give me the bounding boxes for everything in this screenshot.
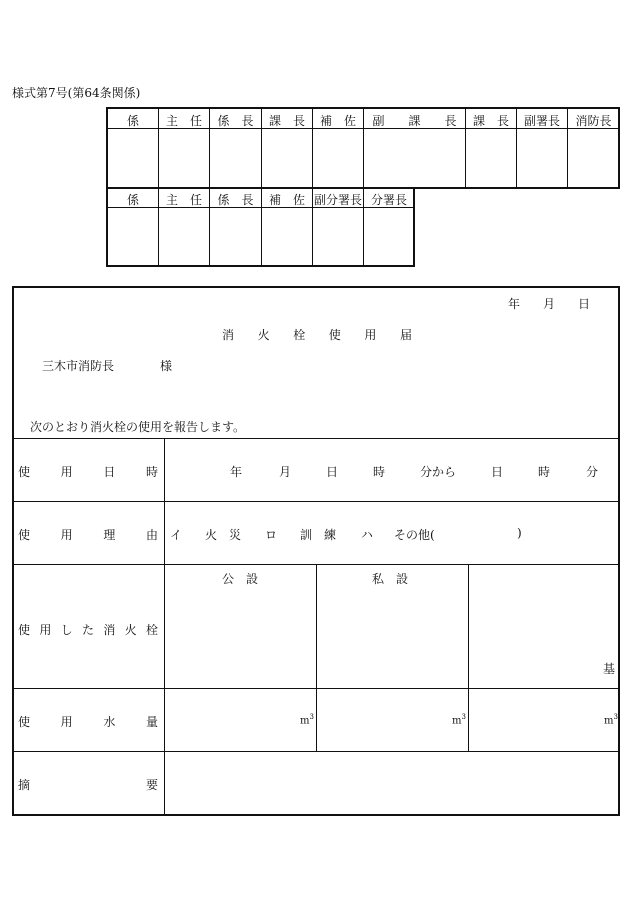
form-title-char: 栓 [293, 328, 306, 342]
water-unit-public [300, 713, 314, 726]
datetime-year: 年 [230, 465, 243, 479]
label-char: し [60, 623, 73, 637]
reason-training-char: 訓 [300, 528, 313, 542]
form-title-char: 用 [364, 328, 377, 342]
approval2-header-branch-chief: 分署長 [370, 193, 407, 207]
reason-other: その他( [394, 528, 435, 542]
approval2-header-assistant: 補 佐 [268, 193, 305, 207]
reason-marker-ha: ハ [361, 528, 374, 542]
label-char: 要 [145, 778, 158, 792]
label-char: 使 [18, 623, 31, 637]
approval-header-deputy-division-head: 副 課 長 [372, 114, 457, 128]
label-char: 用 [60, 465, 73, 479]
label-char: 量 [145, 715, 158, 729]
reason-training-char: 練 [324, 528, 337, 542]
unit-text: m [604, 715, 614, 727]
form-title [222, 326, 412, 343]
form-title-char: 使 [328, 328, 341, 342]
approval2-header-chief: 主 任 [165, 193, 202, 207]
approval-header-chief: 主 任 [165, 114, 202, 128]
label-char: 消 [103, 623, 116, 637]
summary-label [18, 776, 158, 793]
water-private-field[interactable] [317, 689, 447, 751]
reason-marker-i: イ [170, 528, 183, 542]
water-unit-private [452, 713, 466, 726]
date-year-label: 年 [508, 297, 521, 311]
summary-field[interactable] [165, 752, 619, 814]
form-title-char: 消 [222, 328, 235, 342]
water-total-field[interactable] [469, 689, 599, 751]
datetime-from-minute: 分から [420, 465, 457, 479]
form-number: 様式第7号(第64条関係) [12, 86, 141, 100]
label-char: 摘 [18, 778, 31, 792]
label-char: 使 [18, 465, 31, 479]
usage-reason-label [18, 526, 158, 543]
unit-text: m [300, 715, 310, 727]
label-char: 使 [18, 715, 31, 729]
label-char: 用 [60, 528, 73, 542]
label-char: 由 [145, 528, 158, 542]
unit-sup: 3 [309, 713, 314, 721]
approval2-header-deputy-branch-chief: 副分署長 [313, 193, 362, 207]
water-volume-label [18, 713, 158, 730]
approval-header-deputy-station-chief: 副署長 [523, 114, 560, 128]
usage-reason-field[interactable] [165, 502, 619, 564]
label-char: た [81, 623, 94, 637]
label-char: 時 [145, 465, 158, 479]
datetime-month: 月 [279, 465, 292, 479]
hydrant-private-header: 私 設 [372, 572, 409, 586]
form-title-char: 火 [257, 328, 270, 342]
date-line [508, 295, 590, 312]
reason-other-close: ) [517, 526, 522, 540]
label-char: 用 [39, 623, 52, 637]
unit-text: m [452, 715, 462, 727]
label-char: 用 [60, 715, 73, 729]
approval-header-fire-chief: 消防長 [575, 114, 612, 128]
label-char: 栓 [145, 623, 158, 637]
unit-sup: 3 [613, 713, 618, 721]
approval-header-assistant: 補 佐 [319, 114, 356, 128]
approval2-header-staff: 係 [126, 193, 139, 207]
hydrant-count-field[interactable] [469, 565, 599, 655]
label-char: 水 [103, 715, 116, 729]
form-title-char: 届 [399, 328, 412, 342]
hydrant-used-label [18, 621, 158, 638]
label-char: 火 [124, 623, 137, 637]
hydrant-public-header: 公 設 [222, 572, 259, 586]
label-char: 理 [103, 528, 116, 542]
water-unit-total [604, 713, 618, 726]
approval-header-section-chief: 係 長 [217, 114, 254, 128]
approval-header-division-head: 課 長 [268, 114, 305, 128]
approval-header-staff: 係 [126, 114, 139, 128]
datetime-to-day: 日 [491, 465, 504, 479]
date-month-label: 月 [542, 297, 555, 311]
label-char: 使 [18, 528, 31, 542]
datetime-to-minute: 分 [586, 465, 599, 479]
date-day-label: 日 [577, 297, 590, 311]
datetime-hour: 時 [373, 465, 386, 479]
hydrant-public-field[interactable] [165, 590, 316, 688]
approval-header-division-head-2: 課 長 [472, 114, 509, 128]
usage-datetime-field[interactable] [165, 439, 619, 501]
datetime-to-hour: 時 [538, 465, 551, 479]
addressee: 三木市消防長 [42, 359, 115, 373]
approval2-header-section-chief: 係 長 [217, 193, 254, 207]
hydrant-unit: 基 [603, 662, 616, 676]
water-public-field[interactable] [165, 689, 295, 751]
unit-sup: 3 [461, 713, 466, 721]
hydrant-private-field[interactable] [317, 590, 468, 688]
intro-text: 次のとおり消火栓の使用を報告します。 [30, 420, 246, 434]
reason-marker-ro: ロ [265, 528, 278, 542]
reason-fire-char: 火 [205, 528, 218, 542]
usage-datetime-label [18, 463, 158, 480]
honorific: 様 [160, 359, 173, 373]
label-char: 日 [103, 465, 116, 479]
datetime-day: 日 [326, 465, 339, 479]
reason-fire-char: 災 [229, 528, 242, 542]
